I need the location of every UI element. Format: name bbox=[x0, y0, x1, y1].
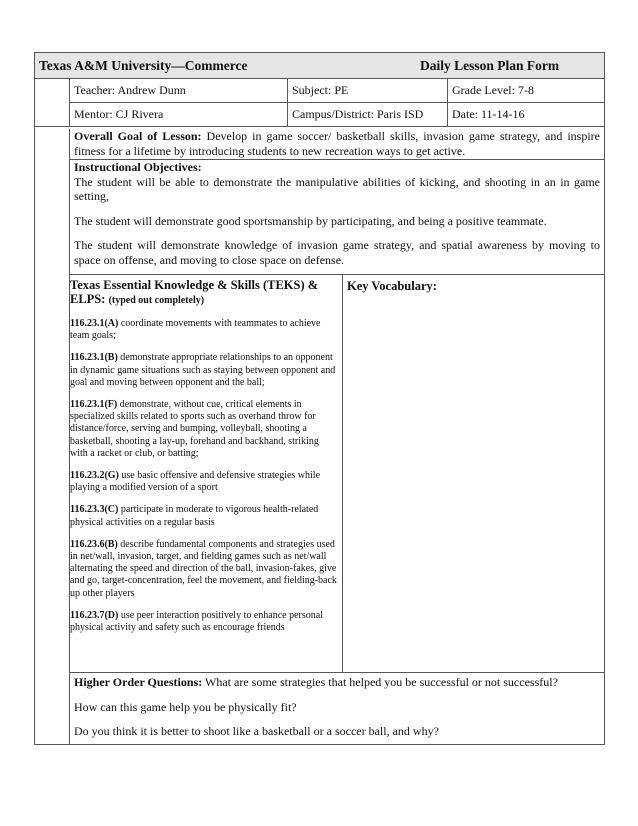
mentor-cell: Mentor: CJ Rivera bbox=[74, 107, 164, 121]
teks-code-1: 116.23.1(A) bbox=[70, 318, 119, 329]
teks-code-4: 116.23.2(G) bbox=[70, 470, 119, 482]
info-row-2 bbox=[69, 103, 604, 126]
teks-text-1: coordinate movements with teammates to achieve team goals; bbox=[70, 318, 321, 342]
teks-code-7: 116.23.7(D) bbox=[70, 609, 119, 621]
hoq-label: Higher Order Questions: bbox=[74, 675, 203, 689]
objectives-label: Instructional Objectives: bbox=[74, 160, 202, 174]
teacher-cell: Teacher: Andrew Dunn bbox=[74, 83, 186, 97]
teks-note: (typed out completely) bbox=[108, 295, 205, 306]
hoq-section bbox=[69, 673, 604, 745]
hoq-question-2: How can this game help you be physically fit? bbox=[74, 699, 297, 714]
campus-cell: Campus/District: Paris ISD bbox=[292, 107, 424, 121]
key-vocabulary-label: Key Vocabulary: bbox=[347, 279, 437, 293]
hoq-question-1: What are some strategies that helped you be successful or not successful? bbox=[202, 675, 558, 689]
grade-cell: Grade Level: 7-8 bbox=[452, 83, 534, 97]
objective-3: The student will demonstrate knowledge of invasion game strategy, and spatial awareness by moving to space on offense, and moving to close space on defense. bbox=[74, 238, 600, 267]
teks-text-6: describe fundamental components and strategies used in net/wall, invasion, target, and fielding games such as net/wall alternating the speed and direction of the ball, invasion-fakes, give and go, target-concentration, feel the movement, and fielding-back up other players bbox=[70, 538, 337, 599]
teks-code-2: 116.23.1(B) bbox=[70, 352, 118, 364]
teks-text-3: demonstrate, without cue, critical elements in specialized skills related to sports such as overhand throw for distance/force, serving and bumping, volleyball, shooting a basketball, shooting a lay-up, forehand and backhand, striking with a racket or club, or batting; bbox=[70, 399, 319, 459]
goal-text: Develop in game soccer/ basketball skills, invasion game strategy, and inspire fitness for a lifetime by introducing students to new recreation ways to get active. bbox=[74, 129, 600, 158]
teks-text-5: participate in moderate to vigorous health-related physical activities on a regular basis bbox=[70, 504, 319, 528]
teks-text-7: use peer interaction positively to enhance personal physical activity and safety such as encourage friends bbox=[70, 609, 323, 634]
objective-1: The student will be able to demonstrate the manipulative abilities of kicking, and shooting in an in game setting, bbox=[74, 174, 600, 203]
objectives-section bbox=[69, 160, 604, 274]
teks-code-3: 116.23.1(F) bbox=[70, 399, 118, 411]
goal-section bbox=[69, 129, 604, 159]
hoq-question-3: Do you think it is better to shoot like a basketball or a soccer ball, and why? bbox=[74, 724, 439, 738]
info-row-1 bbox=[69, 79, 604, 102]
teks-section bbox=[70, 278, 338, 644]
objective-2: The student will demonstrate good sportsmanship by participating, and being a positive teammate. bbox=[74, 213, 547, 228]
teks-code-5: 116.23.3(C) bbox=[70, 504, 119, 516]
lesson-plan-form bbox=[34, 52, 605, 745]
teks-label: Texas Essential Knowledge & Skills (TEKS) & ELPS: bbox=[70, 278, 319, 306]
teks-code-6: 116.23.6(B) bbox=[70, 538, 118, 550]
date-cell: Date: 11-14-16 bbox=[452, 107, 525, 121]
form-title: Daily Lesson Plan Form bbox=[420, 58, 560, 73]
teks-text-2: demonstrate appropriate relationships to an opponent in dynamic game situations such as staying between opponent and goal and moving between opponent and the ball; bbox=[70, 352, 336, 388]
goal-label: Overall Goal of Lesson: bbox=[74, 129, 202, 143]
subject-cell: Subject: PE bbox=[292, 83, 349, 97]
institution-name: Texas A&M University—Commerce bbox=[39, 58, 248, 73]
form-header bbox=[35, 53, 604, 79]
teks-text-4: use basic offensive and defensive strategies while playing a modified version of a sport bbox=[70, 470, 321, 494]
